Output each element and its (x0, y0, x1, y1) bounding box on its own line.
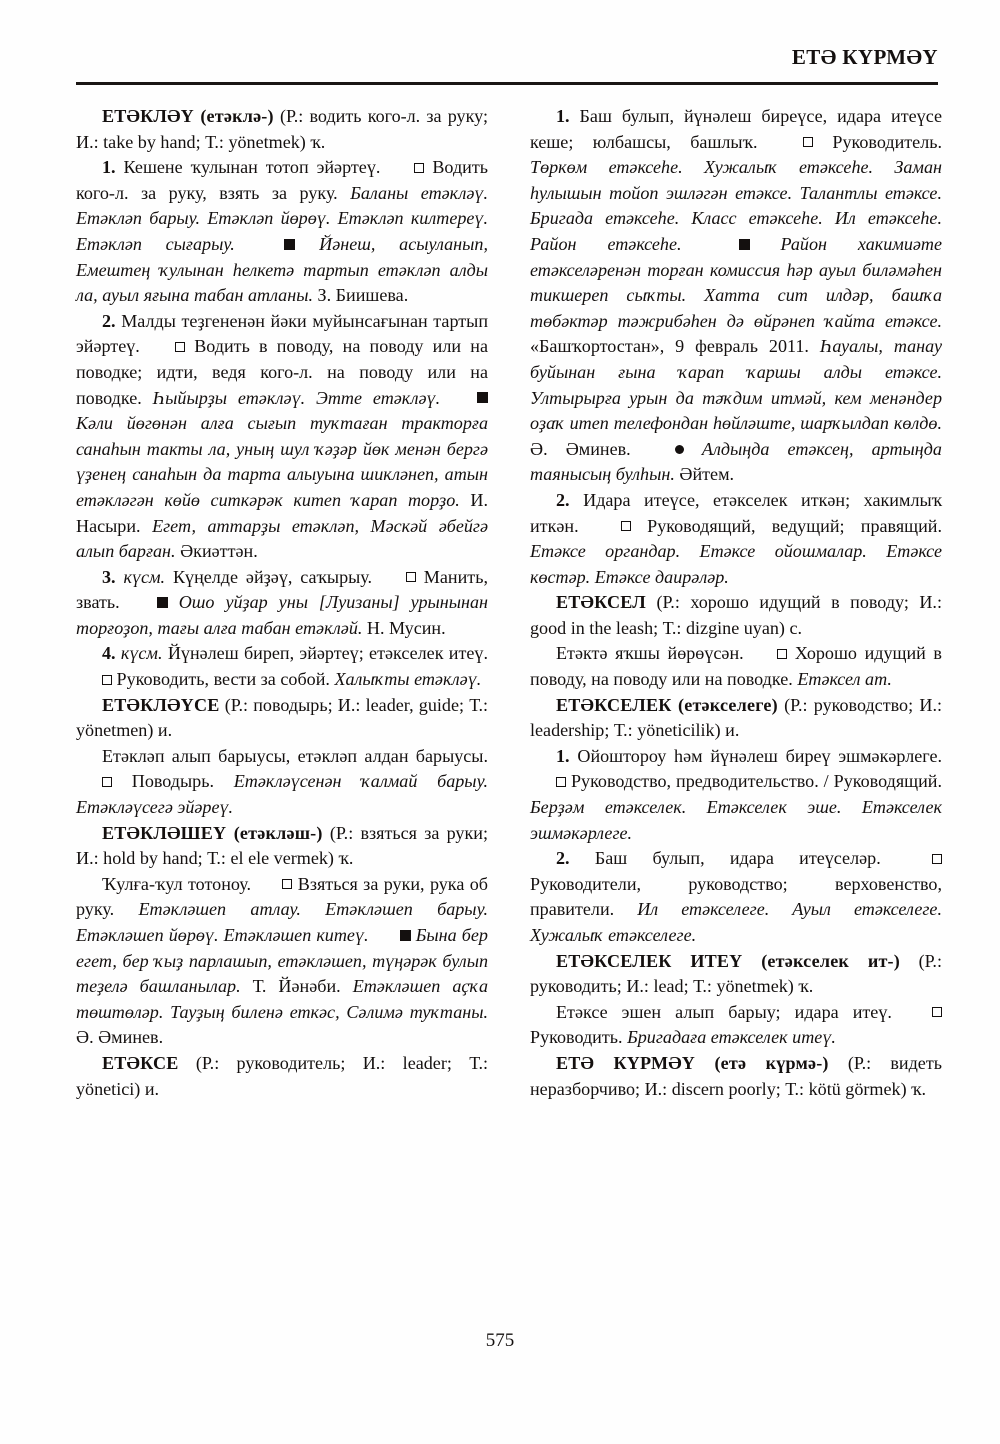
sense-translation: Водить в поводу, на поводу или на поводке; идти, ведя кого-л. на поводу или на поводке. (76, 336, 488, 408)
bullet-marker-icon (649, 439, 684, 457)
sense-definition: Күңелде әйҙәү, саҡырыу. (172, 566, 373, 587)
citation-source: Т. Йәнәби. (252, 976, 341, 997)
sense-1 (76, 155, 488, 309)
entry-etaklause (76, 693, 488, 744)
page-number: 575 (485, 1330, 515, 1351)
sense-number: 2. (102, 310, 116, 331)
sense-3 (76, 565, 488, 642)
sense-translation: Руководители, руководство; верховенство, правители. (530, 873, 942, 920)
headword-gloss: (Р.: видеть неразборчиво; И.: discern poorly; Т.: kötü görmek) ҡ. (530, 1052, 942, 1099)
sense-examples: Төркөм етәксеһе. Хужалыҡ етәксеһе. Заман һулышын тойоп эшләгән етәксе. Талантлы етәксе. Бригада етәксеһе. Класс етәксеһе. Ил етәксеһе. Район етәксеһе. (530, 157, 942, 254)
sense-translation: Поводырь. (131, 771, 214, 792)
sense-label: күсм. (120, 643, 163, 664)
sense-examples: Баланы етәкләү. Етәкләп барыу. Етәкләп йөрөү. Етәкләп килтереү. Етәкләп сығарыу. (76, 182, 488, 254)
column-left (76, 104, 488, 1304)
sense-translation: Руководитель. (832, 131, 942, 152)
sense-number: 1. (102, 157, 116, 178)
sense-citation: Бына бер егет, бер ҡыҙ парлашып, етәкләшеп, түңәрәк булып теҙелә башланылар. (76, 925, 488, 997)
filled-square-marker-icon (451, 388, 488, 406)
citation-source: Н. Мусин. (366, 617, 446, 638)
sense-examples: Һыйырҙы етәкләү. Этте етәкләү. (152, 387, 441, 408)
sense-translation: Манить, звать. (76, 566, 488, 613)
sense-definition: Малды теҙгененән йәки муйынсағынан тартып эйәртеү. (76, 310, 488, 357)
sense-single (76, 872, 488, 1051)
open-square-marker-icon (149, 337, 185, 355)
sense-label: күсм. (123, 566, 166, 587)
sense-number: 2. (556, 489, 570, 510)
sense-definition: Идара итеүсе, етәкселек иткән; хакимлыҡ иткән. (530, 489, 942, 536)
sense-examples: Етәксе органдар. Етәксе ойошмалар. Етәксе көстәр. Етәксе даирәләр. (530, 541, 942, 587)
headword: ЕТӘКЛӘҮ (етәклә-) (102, 106, 274, 126)
sense-definition: Етәксе эшен алып барыу; идара итеү. (556, 1001, 892, 1022)
open-square-marker-icon (777, 132, 813, 150)
open-square-marker-icon (76, 772, 112, 790)
sense-1 (530, 104, 942, 488)
proverb: Алдыңда етәксең, артыңда таянысың булһын. (530, 438, 942, 485)
headword: ЕТӘКЛӘШЕҮ (етәкләш-) (102, 822, 323, 843)
sense-examples: Етәкләүсенән ҡалмай барыу. Етәкләүсегә эйәреү. (76, 771, 488, 818)
sense-examples: Етәксел ат. (797, 669, 892, 690)
sense-number: 1. (556, 745, 570, 766)
sense-translation: Руководить, вести за собой. (116, 669, 330, 690)
sense-citation: Район хакимиәте етәкселәренән торған комиссия һәр ауыл биләмәһен тикшереп сыҡты. Хатта сит илдәр, башҡа төбәктәр тәжрибәһен дә өйрәнеп ҡайта етәксе. (530, 233, 943, 331)
open-square-marker-icon (380, 567, 416, 585)
sense-citation: Ошо уйҙар уны [Луизаны] урынынан торғоҙоп, тағы алға табан етәкләй. (76, 592, 488, 638)
sense-examples: Берҙәм етәкселек. Етәкселек эше. Етәкселек эшмәкәрлеге. (530, 797, 942, 843)
sense-number: 2. (556, 848, 570, 869)
sense-citation-2: Һауалы, танау буйынан ғына ҡарап ҡаршы алды етәксе. Ултырырға урын да тәҡдим итмәй, кем менәндер оҙаҡ итеп телефондан һөйләште, шарҡылдап көлдө. (530, 336, 942, 434)
sense-definition: Баш булып, йүнәлеш биреүсе, идара итеүсе кеше; юлбашсы, башлыҡ. (530, 106, 942, 152)
sense-examples: Ил етәкселеге. Ауыл етәкселеге. Хужалыҡ етәкселеге. (530, 899, 942, 945)
headword-gloss: (Р.: поводырь; И.: leader, guide; Т.: yönetmen) и. (76, 694, 489, 741)
entry-etaklau (76, 104, 488, 155)
sense-citation-2: Егет, аттарҙы етәкләп, Мәскәй әбейгә алып барған. (76, 515, 489, 562)
sense-citation-2: Етәкләшеп аҫҡа төштөләр. Тауҙың биленә еткәс, Сәлимә туҡтаны. (76, 976, 489, 1022)
entry-etakse (76, 1051, 488, 1102)
entry-etakselek (530, 693, 942, 744)
filled-square-marker-icon (713, 234, 750, 252)
entry-etaksel (530, 590, 942, 641)
citation-source-2: Ә. Әминев. (76, 1027, 164, 1048)
sense-translation: Руководящий, ведущий; правящий. (647, 515, 943, 536)
sense-translation: Хорошо идущий в поводу, на поводу или на поводке. (530, 643, 942, 690)
header-rule (76, 82, 938, 85)
sense-definition: Кешене ҡулынан тотоп эйәртеү. (123, 157, 381, 178)
citation-source: «Башҡортостан», 9 февраль 2011. (530, 336, 809, 357)
sense-citation: Кәли йөгөнән алға сығып туҡтаған тракторға санаһын такты ла, уның шул ҡәҙәр йөк менән бергә үҙенең санаһын да тарта алыуына шикләнеп, атын етәкләгән көйө ситкәрәк китеп ҡарап торҙо. (76, 413, 488, 510)
entry-etaklasheu (76, 821, 488, 872)
citation-source-2: Әкиәттән. (180, 541, 258, 562)
entry-eta-kurmau (530, 1051, 942, 1102)
sense-translation: Руководить. (530, 1027, 623, 1048)
open-square-marker-icon (906, 1002, 942, 1020)
sense-single (530, 1000, 942, 1051)
running-head: ЕТӘ КҮРМӘҮ (791, 45, 938, 69)
sense-definition: Баш булып, идара итеүселәр. (594, 848, 881, 869)
headword: ЕТӘКСЕ (102, 1052, 179, 1073)
column-right (530, 104, 942, 1304)
open-square-marker-icon (388, 157, 424, 175)
sense-examples: Етәкләшеп атлау. Етәкләшеп барыу. Етәкләшеп йөрөү. Етәкләшеп китеү. (76, 899, 488, 945)
open-square-marker-icon (751, 644, 787, 662)
sense-translation: Руководство, предводительство. / Руководящий. (570, 771, 942, 792)
sense-2 (76, 309, 488, 565)
sense-2 (530, 488, 942, 590)
sense-single (76, 744, 488, 821)
sense-number: 4. (102, 643, 116, 664)
open-square-marker-icon (256, 874, 292, 892)
entry-etakselek-iteu (530, 949, 942, 1000)
sense-examples: Халыҡты етәкләү. (334, 669, 482, 690)
sense-single (530, 641, 942, 692)
headword: ЕТӘКСЕЛЕК (етәкселеге) (556, 694, 778, 715)
sense-definition: Ойоштороу һәм йүнәлеш биреү эшмәкәрлеге. (577, 745, 942, 766)
sense-definition: Етәкләп алып барыусы, етәкләп алдан барыусы. (102, 745, 488, 766)
headword-gloss: (Р.: руководство; И.: leadership; Т.: yöneticilik) и. (530, 694, 942, 741)
sense-examples: Бригадаға етәкселек итеү. (627, 1027, 836, 1048)
headword-gloss: (Р.: хорошо идущий в поводу; И.: good in the leash; Т.: dizgine uyan) с. (530, 592, 942, 638)
sense-number: 3. (102, 566, 116, 587)
headword: ЕТӘКЛӘҮСЕ (102, 694, 220, 715)
sense-definition: Ҡулға-ҡул тотоноу. (102, 873, 251, 894)
open-square-marker-icon (906, 849, 942, 867)
sense-1 (530, 744, 942, 846)
open-square-marker-icon (76, 669, 112, 687)
filled-square-marker-icon (258, 234, 295, 252)
citation-source: И. Насыри. (76, 489, 488, 536)
headword-gloss: (Р.: руководитель; И.: leader; Т.: yönetici) и. (76, 1052, 488, 1099)
sense-definition: Йүнәлеш биреп, эйәртеү; етәкселек итеү. (167, 643, 488, 664)
open-square-marker-icon (530, 772, 566, 790)
sense-number: 1. (556, 106, 570, 126)
headword-gloss: (Р.: руководить; И.: lead; Т.: yönetmek) ҡ. (530, 950, 942, 997)
filled-square-marker-icon (374, 925, 411, 943)
headword-gloss: (Р.: взяться за руки; И.: hold by hand; Т.: el ele vermek) ҡ. (76, 822, 488, 869)
sense-translation: Водить кого-л. за руку, взять за руку. (76, 157, 488, 203)
open-square-marker-icon (595, 516, 631, 534)
sense-4 (76, 641, 488, 692)
sense-definition: Етәктә яҡшы йөрөүсән. (556, 643, 744, 664)
headword: ЕТӘ КҮРМӘҮ (етә күрмә-) (556, 1052, 829, 1073)
sense-citation: Йәнеш, асыуланып, Емештең ҡулынан һелкетә тартып етәкләп алды ла, ауыл яғына табан атланы. (76, 233, 488, 306)
headword-gloss: (Р.: водить кого-л. за руку; И.: take by hand; Т.: yönetmek) ҡ. (76, 106, 488, 152)
sense-translation: Взяться за руки, рука об руку. (76, 873, 488, 920)
headword: ЕТӘКСЕЛЕК ИТЕҮ (етәкселек ит-) (556, 950, 901, 971)
proverb-source: Әйтем. (679, 464, 735, 485)
headword: ЕТӘКСЕЛ (556, 592, 646, 613)
citation-source-2: Ә. Әминев. (530, 438, 631, 459)
filled-square-marker-icon (131, 593, 168, 611)
sense-2 (530, 846, 942, 948)
citation-source: З. Биишева. (317, 285, 409, 306)
body-columns (76, 104, 942, 1304)
